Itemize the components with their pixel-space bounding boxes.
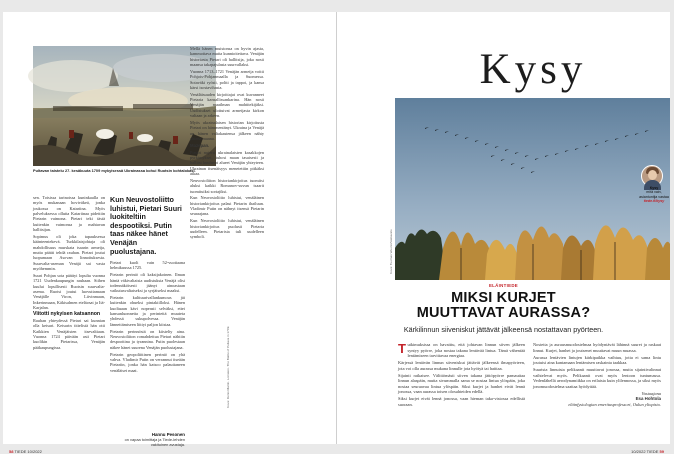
author-signature <box>110 432 185 447</box>
paragraph: Pietari nujersi ukrainalaisten kasakkojen pyrkimykset, tuhosi maan tasaisesti ja hallitsi kuuluvat alueet Venäjän yhteyteen. Ukrainan itsenäisyys menetettiin pitkäksi aikaa. <box>190 149 264 177</box>
article-column-1 <box>398 342 525 444</box>
article-headline <box>337 291 670 321</box>
photo-credit: Kuva: Tuomas Wuorio/Vastavalo <box>389 229 393 274</box>
expert-avatar <box>641 165 663 187</box>
paragraph: Suuri Pohjan sota päättyi lopulta vuonna 1721 Uudenkaupungin rauhaan. Siihen kuului lopullisesti Ruotsin suurvalta-asema. Ruotsi joutui luovuttamaan Venäjälle Viron, Liivinmaan, Inkerinmaan, Käkisalmen eteläosat ja Itä-Karjalan. <box>33 272 105 310</box>
right-page <box>337 12 670 454</box>
magazine-name: TIEDE <box>646 449 659 454</box>
paragraph: Neuvostoliiton historiankirjoitus tuomitsi aluksi kaikki Romanov-suvun tsaarit tuomituiksi sortajiksi. <box>190 177 264 194</box>
pull-quote: Kun Neuvostoliitto luhistui, Pietari Suuri luokiteltiin despootiksi. Putin taas näkee hänet Venäjän puolustajana. <box>110 195 182 256</box>
painting-caption: Pultavan taistelu 27. kesäkuuta 1709 mykyisessä Ukrainassa kohui Ruotsin kohtalokasi. <box>33 168 196 173</box>
paragraph: Pietarin kulttuurivallankumous jäi kuitenkin ohueksi pintakiilloksi. Hänen kuoltuaan kävi nopeasti selväksi, ettei kansanluonnetta ja perinteitä muuteta yhdessä sukupolvessa. Venäjän lännettämiseen liittyi paljon kiistaa. <box>110 295 185 327</box>
ask-link[interactable]: tiede.fi/kysy <box>643 199 665 204</box>
section-kicker: ELÄINTIEDE <box>488 283 519 288</box>
paragraph: Suurista linnuista pelikaanit muuttavat jonossa, mutta sijaintivalinnat vaihtelevat myös. Pelikaanit ovat myös lentoon tuntumassa. Vedenlähellä aerodynamiikka on erilaista kuin ylilennossa, ja siksi myös jonomuodostelma saattaa hyödyttää. <box>533 367 661 389</box>
paragraph: Rauhan yhteydessä Pietari sai kunnian olla keisari. Keisarin tittelistä hän otti Kaikkien Venäjäisten itsevaltiaan. Vuonna 1724 päivään asti Pietari kuolikin Pietarissa, Venäjän pääkaupungissa. <box>33 318 105 350</box>
page-number: 58 <box>9 449 14 454</box>
issue-number: 10/2022 <box>27 449 42 454</box>
paragraph: Venäläisuuden kirjoittajat ovat kuvanneet Pietaria kansallissankarina. Hän nosti Venäjän maailman mahtitekijäksi. Uudistukset ulottuivat armeijasta kirkon valtaan ja arkeen. <box>190 91 264 119</box>
paragraph: Pietarin perintö oli kaksijakoinen. Ilman häntä väkivaltaisia uudistuksia Venäjä olisi todennäköisesti jäänyt ainoastaan vaikutusvaltaiseksi ja syrjäiseksi maaksi. <box>110 272 185 294</box>
article-standfirst: Kärkilinnun siiveniskut jättävät jälkeensä nostattavan pyörteen. <box>403 325 604 334</box>
text-column-1 <box>33 195 105 445</box>
expert-name: Esa Hohtola <box>635 396 661 401</box>
paragraph: Aurassa lentävien lintujen kärkipaikka vaihtuu, jotta ei sama lintu joutuisi aina kantamaan lentämisen raskainta taakkaa. <box>533 354 661 365</box>
paragraph: Pietarin geopoliittinen perintö on yhä vahva. Vladimir Putin on verrannut itseään Pietariin, jonka hän katsoo palauttaneen venäläiset maat. <box>110 351 185 373</box>
paragraph: sen. Toisissa tarinoissa kuninkaalla on myös mukanaan hoviväkeä, jonka joukossa on Katariina. Myös palveluksessa ollutta Katariinaa pidettiin Pietarin vaimona. Pietari teki tästä kuitenkin vaimonsa ja mahtavan hallitsijan. <box>33 195 105 233</box>
paragraph: Nostetta ja aurausmuodostelmaa hyödyntävät lähinnä suuret ja raskaat linnut. Kurjet, hanhet ja joutsenet muuttavat muun muassa. <box>533 342 661 353</box>
paragraph: Mellä hänen muistonsa on hyvin ajasta, kammottava mutta kunnioitettava. Venäjän historiasta Pietari oli hallitsija, joka nosti maansa takapajulasta suurvallaksi. <box>190 46 264 68</box>
paragraph: Sijainti ratkaisee. Välittömästi siiven takana jättöpyörre pamauttaa linnun alaspäin, mutta sivummalla sama se nostaa lintua ylöspäin, joka nostaa seuraavaa lintua ylöspäin. Siksi kurjet ja hanhet eivät lennä jonossa, vaan aurassa toisen olosuhteiden edellä. <box>398 372 525 394</box>
ask-label: Kysy <box>649 186 659 190</box>
paragraph: Siksi kurjet eivät lennä jonossa, vaan hieman taka-vistossa edellistä suoraan. <box>398 396 525 407</box>
text-column-3 <box>190 46 264 446</box>
paragraph: Kärjessä lentävän linnun siiveniskut jättävät jälkeensä ilmapyörteen, jota voi olla aurassa mukana linnulle jota hyötyä tai haittaa. <box>398 360 525 371</box>
cranes-photo <box>395 98 670 280</box>
magazine-name: TIEDE <box>14 449 27 454</box>
paragraph: Sopimus oli joka tapauksessa käänteentekevä. Turkkilaisjohtaja oli mahdollisuus murskata tsaarin armeija, mutta päätti tehdä rauhan. Pietari joutui luopumaan Asovan linnoituksesta. Suurvalta-aseman Venäjä sai vasta myöhemmin. <box>33 233 105 271</box>
ask-box <box>639 186 669 204</box>
issue-number: 10/2022 <box>631 449 646 454</box>
page-number: 59 <box>659 449 664 454</box>
battle-painting-illustration <box>33 46 216 166</box>
drop-cap: T <box>398 341 406 356</box>
text-column-2 <box>110 260 185 428</box>
author-name: Hannu Pesonen <box>151 432 185 437</box>
paragraph: Pietarin perinnöstä on kiistelty aina. Neuvostoliiton romahdettua Pietari nähtiin despoottina ja tyrannina. Putin puolestaan näkee hänet suurena Venäjän puolustajana. <box>110 328 185 350</box>
painting-credit: Kuva: Denis Martin. Lomaton. The Battle of Poltava in 1709. <box>226 325 230 408</box>
paragraph: Vuonna 1713–1721 Venäjän armeija voitti Pohjois-Pohjanmaalla ja Suomessa. Sotaväki ryösti, poltti ja tappoi, ja kansa kärsi isostavihasta. <box>190 68 264 90</box>
paragraph: Kun Neuvostoliitto luhistui, venäläinen historiankirjoitus puolusti Pietaria uudelleen. Pietarista tuli uudelleen symboli. <box>190 218 264 240</box>
paragraph: Kun Neuvostoliitto luhistui, venäläinen historiankirjoitus palasi Pietarin ihailuun. Vladimir Putin on nähnyt itsensä Pietarin seuraajana. <box>190 195 264 217</box>
headline-line: MUUTTAVAT AURASSA? <box>416 305 591 321</box>
folio-right <box>631 449 664 454</box>
ask-text: mitä vain, asiantuntija vastaa <box>639 190 669 199</box>
battle-painting <box>33 46 216 166</box>
paragraph: Mazepan. <box>190 142 210 148</box>
cranes-photo-illustration <box>395 98 670 280</box>
subheading: Viitotti nykyisen katsannon <box>33 310 101 317</box>
paragraph: Tutkimuksissa on havaittu, että johtavan linnun siiven jälkeen syntyy pyörre, joka nostaa takana lentävää lintua. Tämä vähentää lentämiseen tarvittavaa energiaa. <box>398 341 525 358</box>
expert-role: Vastaajana <box>641 390 661 396</box>
folio-left <box>9 449 42 454</box>
left-page <box>3 12 336 454</box>
section-title: Kysy <box>479 46 587 93</box>
headline-line: MIKSI KURJET <box>451 290 556 306</box>
paragraph: Myös ukrainalaisen historian kirjoitusta Pietari on hämmentänyt. Ukraina ja Venäjä on hänen valtakautensa jälkeen nähty yhtenä maana. <box>190 119 264 141</box>
author-role: on vapaa toimittaja ja Tiede-lehden vakituinen avustaja. <box>124 437 185 447</box>
expert-signature <box>533 391 661 408</box>
paragraph: Pietari kuoli vain 52-vuotiaana helmikuussa 1725. <box>110 260 185 271</box>
article-column-2 <box>533 342 661 446</box>
expert-desc: eläinfysiologian emeritusprofessori, Oulun yliopisto. <box>568 401 661 407</box>
